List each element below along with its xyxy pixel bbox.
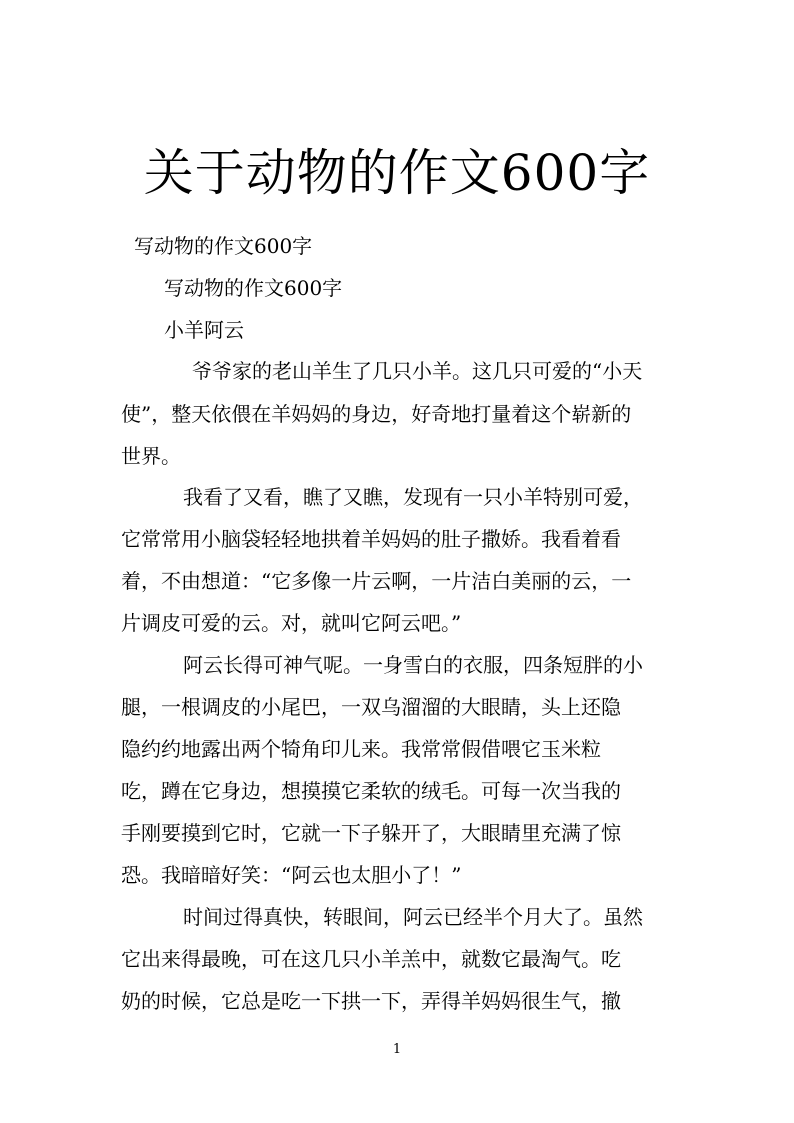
paragraph-line: 爷爷家的老山羊生了几只小羊。这几只可爱的“小天 xyxy=(192,359,643,383)
paragraph-line: 它出来得最晚，可在这几只小羊羔中，就数它最淘气。吃 xyxy=(121,947,621,971)
paragraph-line: 手刚要摸到它时，它就一下子躲开了，大眼睛里充满了惊 xyxy=(121,821,621,845)
paragraph-line: 世界。 xyxy=(121,444,181,468)
paragraph-line: 它常常用小脑袋轻轻地拱着羊妈妈的肚子撒娇。我看着看 xyxy=(121,527,621,551)
paragraph-line: 阿云长得可神气呢。一身雪白的衣服，四条短胖的小 xyxy=(183,653,643,677)
page-number: 1 xyxy=(392,1042,402,1057)
paragraph-line: 着，不由想道：“它多像一片云啊，一片洁白美丽的云，一 xyxy=(121,569,632,593)
paragraph-line: 恐。我暗暗好笑：“阿云也太胆小了！” xyxy=(121,863,462,887)
paragraph-line: 隐约约地露出两个犄角印儿来。我常常假借喂它玉米粒 xyxy=(121,737,601,761)
document-title: 关于动物的作文600字 xyxy=(143,144,651,202)
story-title: 小羊阿云 xyxy=(164,318,244,342)
paragraph-line: 我看了又看，瞧了又瞧，发现有一只小羊特别可爱， xyxy=(183,485,643,509)
subtitle: 写动物的作文600字 xyxy=(134,234,313,258)
paragraph-line: 腿，一根调皮的小尾巴，一双乌溜溜的大眼睛，头上还隐 xyxy=(121,695,621,719)
paragraph-line: 奶的时候，它总是吃一下拱一下，弄得羊妈妈很生气，撤 xyxy=(121,989,621,1013)
subheading: 写动物的作文600字 xyxy=(164,276,343,300)
paragraph-line: 片调皮可爱的云。对，就叫它阿云吧。” xyxy=(121,611,462,635)
paragraph-line: 时间过得真快，转眼间，阿云已经半个月大了。虽然 xyxy=(183,905,643,929)
paragraph-line: 使”，整天依偎在羊妈妈的身边，好奇地打量着这个崭新的 xyxy=(121,402,632,426)
paragraph-line: 吃，蹲在它身边，想摸摸它柔软的绒毛。可每一次当我的 xyxy=(121,779,621,803)
